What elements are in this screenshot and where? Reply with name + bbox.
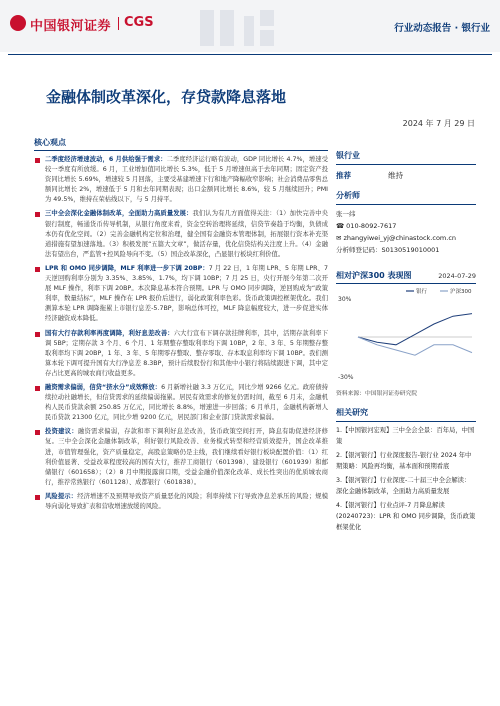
paragraph-heading: 三中全会深化金融体制改革，全面助力高质量发展： (45, 210, 193, 218)
related-list (336, 425, 476, 533)
paragraph-heading: 风险提示： (45, 492, 78, 500)
report-date: 2024 年 7 月 29 日 (402, 119, 475, 128)
core-views-divider (34, 150, 328, 151)
analyst-email[interactable]: zhangyiwei_yj@chinastock.com.cn (343, 234, 457, 242)
logo-divider (118, 17, 119, 30)
rating-value: 维持 (388, 170, 403, 180)
paragraph-economy (32, 155, 328, 205)
legend-label: 银行 (416, 289, 428, 295)
paragraph-heading: LPR 和 OMO 同步调降，MLF 利率进一步下调 20BP： (45, 264, 209, 272)
related-item[interactable]: 4.【银河银行】行业点评-7 月降息解读(20240723)：LPR 和 OMO 同步调降，货币政策框架优化 (336, 502, 476, 531)
analyst-name: 张一纬 (336, 210, 356, 218)
y-tick-label: -30% (338, 374, 354, 381)
analyst-block (336, 208, 476, 256)
related-item[interactable]: 2.【银河银行】行业深度报告-银行业 2024 年中期策略：风险再均衡，基本面和预期看底 (336, 452, 472, 470)
legend-label: 沪深300 (450, 289, 472, 295)
email-icon: ✉ (336, 234, 344, 242)
company-cgs: CGS (124, 15, 154, 30)
decorative-glyph-icon (190, 6, 300, 50)
paragraph-text: 融资需求偏弱，存款和率下调利好息差改善，货币政策空间打开，降息有助促进经济修复。三中全会深化金融体制改革，利好银行风险改善、业务模式转型和经营质效提升，国企改革推进，市值管理强化，资产质量稳定，高股息策略仍是主线，我们继续看好银行板块配置价值：（1）红利价值显著、受益改革程度较高的国有大行，推荐工商银行（601398）、建设银行（601939）和邮储银行（601658）；（2）8 月中期报露窗口期，受益金融价值深化改革、成长性突出的优质城农商行，推荐常熟银行（601128）、成都银行（601838）。 (45, 428, 329, 486)
paragraph-text: 7 月 22 日，1 年期 LPR、5 年期 LPR、7 天逆回购利率分别为 3.35%、3.85%、1.7%，均下调 10BP；7 月 25 日，央行开展今年第二次开展 MLF 操作，利率下调 20BP。本次降息基本符合预期。LPR 与 OMO 同步调降，逆回购成为“政策利率，数量结标”，MLF 操作在 LPR 报价后进行，弱化政策利率色彩。货币政策调控框架优化。我们测算本轮 LPR 调降拖累上市银行息差-5.7BP，影响总体可控，MLF 降息幅度较大，进一步促进实体经济融资成本降低。 (45, 264, 328, 323)
core-views-title: 核心观点 (34, 138, 66, 147)
paragraph-financing (32, 383, 328, 423)
series-line (358, 337, 472, 355)
report-type: 行业动态报告 · 银行业 (394, 23, 490, 34)
paragraph-text: 6 月新增社融 3.3 万亿元，同比少增 9266 亿元。政府债持续拉动社融增长，但信贷需求的延续偏弱拖累。居民有效需求的修复仍需时间，截至 6 月末，金融机构人民币贷款余额 250.85 万亿元，同比增长 8.8%，增速进一步回落；6 月单月，金融机构新增人民币贷款 21300 亿元，同比少增 9200 亿元，居民部门和企业部门贷款需求偏弱。 (45, 383, 329, 422)
analyst-phone: 010-8092-7617 (346, 222, 397, 230)
paragraph-text: 经济增速不及预期导致资产质量恶化的风险；利率持续下行导致净息差承压的风险；规模导向弱化导致扩表和营收增速放缓的风险。 (45, 492, 329, 510)
related-item[interactable]: 3.【银河银行】行业深度-二十届三中全会解读：深化金融体制改革，全面助力高质量发展 (336, 477, 471, 495)
sidebar (336, 150, 476, 536)
page-title: 金融体制改革深化，存贷款降息落地 (46, 88, 287, 106)
paragraph-lpr (32, 264, 328, 325)
paragraph-heading: 融资需求偏弱，信贷“挤水分”成效释放： (45, 383, 162, 391)
industry-title: 银行业 (336, 150, 476, 165)
core-views-body (32, 155, 328, 516)
related-title: 相关研究 (336, 407, 476, 422)
analyst-title: 分析师 (336, 190, 476, 205)
header-divider (8, 54, 492, 55)
rating-label: 推荐 (336, 170, 351, 180)
logo-icon (10, 15, 26, 31)
series-line (358, 314, 472, 345)
company-name: 中国银河证券 (30, 19, 112, 34)
chart-header (336, 270, 476, 284)
y-tick-label: 30% (338, 296, 352, 303)
paragraph-deposit-rate (32, 329, 328, 379)
paragraph-risk (32, 492, 328, 512)
paragraph-text: 我们认为有几方面值得关注：（1）加快完善中央银行制度，畅通货币传导机制，从银行角度来看，资金空转治理将延续，信贷节奏趋于均衡，负债成本仍有优化空间。（2）完善金融机构定位和治理，健全国有金融资本管理体制，拓展银行资本补充渠道措施有望加速落地。（3）积极发展“五篇大文章”，做活存量，优化信贷结构关注度上升。（4）金融法有望出台，严监管+控风险导向不变。（5）国企改革深化，凸显银行板块红利价值。 (45, 210, 328, 258)
related-item[interactable]: 1.【中国银河宏观】三中全会全景：百年局，中国策 (336, 427, 475, 445)
paragraph-text: 二季度经济运行略有波动，GDP 同比增长 4.7%，增速受较一季度有所放缓。6 月，工业增加值同比增长 5.3%，低于 5 月增速但高于去年同期；固定资产投资同比增长 5.69%，增速较 5 月回落，主要受基建增速下行和地产降幅收窄影响；社会消费品零售总额同比增长 2%，增速低于 5 月和去年同期表现；出口金额同比增长 8.6%，较 5 月继续回升；PMI 为 49.5%，维持在荣枯线以下，与 5 月持平。 (45, 156, 328, 204)
chart-source: 资料来源：中国银河证券研究院 (336, 391, 418, 397)
rating-row (336, 168, 476, 182)
analyst-phone-row (336, 220, 476, 232)
paragraph-reform (32, 209, 328, 259)
paragraph-heading: 投资建议： (45, 428, 78, 436)
analyst-email-row (336, 232, 476, 244)
paragraph-investment (32, 427, 328, 488)
chart-title: 相对沪深300 表现图 (336, 271, 412, 280)
performance-chart (336, 284, 476, 384)
paragraph-text: 六大行宣布下调存款挂牌利率，其中，活期存款利率下调 5BP；定期存款 3 个月、6 个月、1 年期整存整取利率均下调 10BP，2 年、3 年、5 年期整存整取利率均下调 20BP，1 年、3 年、5 年期零存整取、整存零取、存本取息利率均下调 10BP。我们测算本轮下调可提升国有大行净息差 8.3BP，预计后续股份行和其他中小银行将陆续跟进下调，其中定存占比更高的城农商行收益更多。 (45, 329, 329, 377)
paragraph-heading: 二季度经济增速波动，6 月供给强于需求： (45, 156, 167, 163)
analyst-cert: 分析师登记码：S0130519010001 (336, 246, 440, 254)
chart-date: 2024-07-29 (438, 271, 476, 280)
paragraph-heading: 国有大行存款利率再度调降，利好息差改善： (45, 329, 174, 337)
phone-icon: ☎ (336, 222, 347, 230)
